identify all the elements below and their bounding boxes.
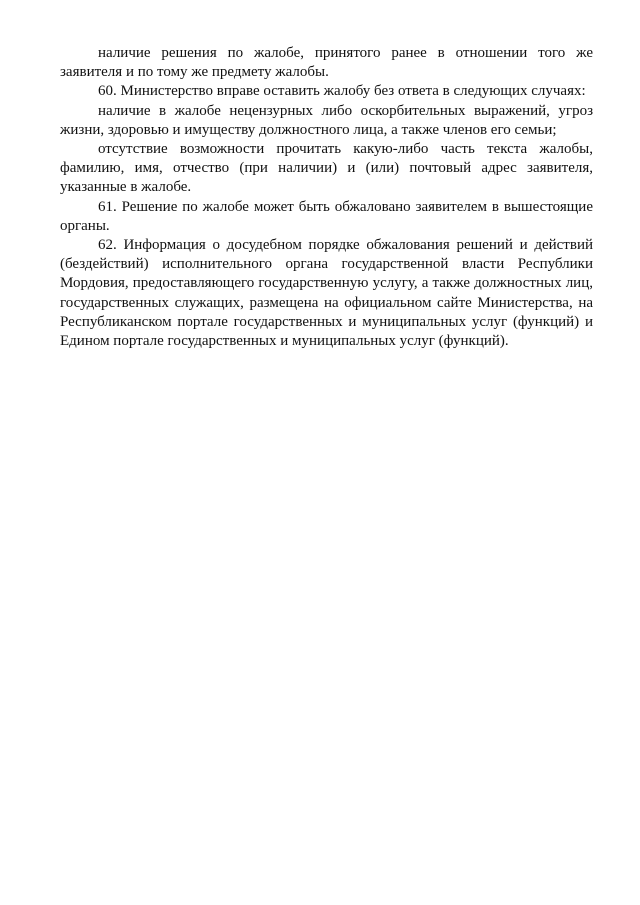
paragraph-prior-decision: наличие решения по жалобе, принятого ранее в отношении того же заявителя и по тому же предмету жалобы.	[60, 45, 593, 81]
paragraph-unreadable-text: отсутствие возможности прочитать какую-либо часть текста жалобы, фамилию, имя, отчество (при наличии) и (или) почтовый адрес заявителя, указанные в жалобе.	[60, 141, 593, 196]
paragraph-62: 62. Информация о досудебном порядке обжалования решений и действий (бездействий) исполнительного органа государственной власти Республики Мордовия, предоставляющего государственную услугу, а также должностных лиц, государственных служащих, размещена на официальном сайте Министерства, на Республиканском портале государственных и муниципальных услуг (функций) и Едином портале государственных и муниципальных услуг (функций).	[60, 237, 593, 350]
paragraph-obscene-language: наличие в жалобе нецензурных либо оскорбительных выражений, угроз жизни, здоровью и имуществу должностного лица, а также членов его семьи;	[60, 102, 593, 138]
paragraph-60: 60. Министерство вправе оставить жалобу без ответа в следующих случаях:	[98, 83, 586, 100]
document-body	[60, 44, 593, 351]
paragraph-61: 61. Решение по жалобе может быть обжаловано заявителем в вышестоящие органы.	[60, 198, 593, 234]
